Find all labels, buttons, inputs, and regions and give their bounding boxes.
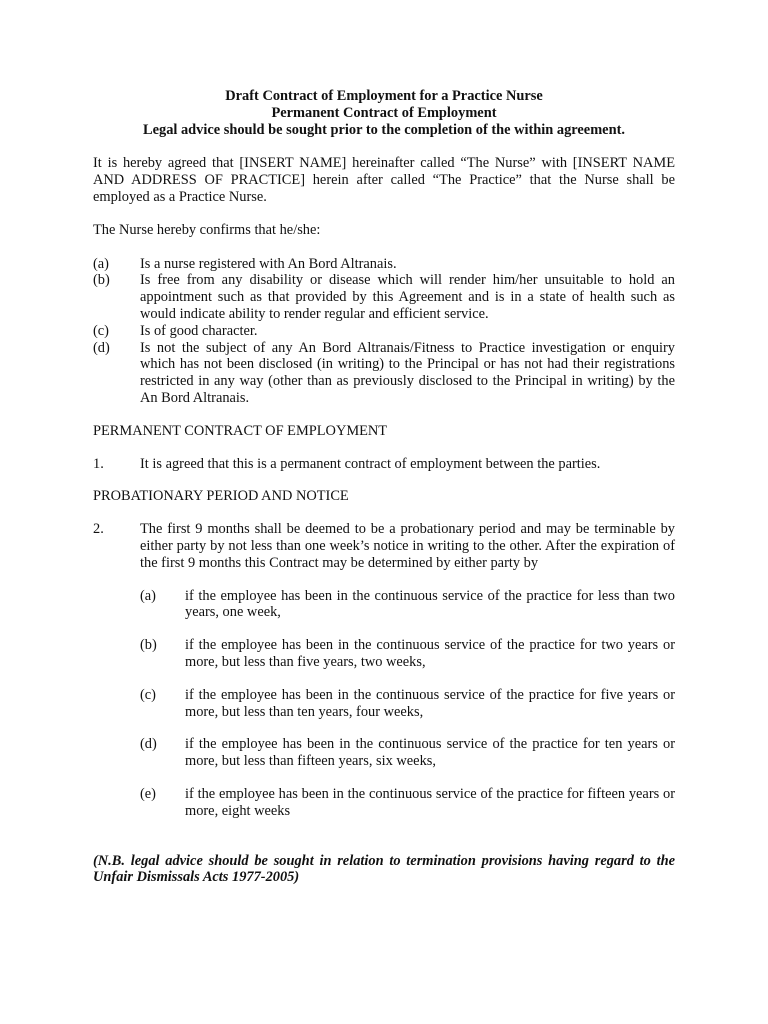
clause-number: 2. [93,521,104,538]
list-item-text: if the employee has been in the continuous service of the practice for less than two years, one week, [185,587,675,621]
list-item-text: if the employee has been in the continuous service of the practice for ten years or more, but less than fifteen years, six weeks, [185,736,675,770]
clause-number: 1. [93,455,104,472]
list-item-label: (a) [93,255,109,272]
list-item-label: (e) [140,785,156,802]
list-item [93,256,675,273]
clause-text: The first 9 months shall be deemed to be a probationary period and may be terminable by either party by not less than one week’s notice in writing to the other. After the expiration of the first 9 months this Contract may be determined by either party by [140,521,675,571]
document-subtitle: Permanent Contract of Employment [271,104,497,121]
list-item-text: Is not the subject of any An Bord Altranais/Fitness to Practice investigation or enquiry which has not been disclosed (in writing) to the Principal or has not had their registrations restricted in any way (other than as previously disclosed to the Principal in writing) by the An Bord Altranais. [140,339,675,406]
list-item-label: (c) [93,322,109,339]
list-item-text: if the employee has been in the continuous service of the practice for five years or more, but less than ten years, four weeks, [185,686,675,720]
list-item-label: (b) [93,272,110,289]
clause-text: It is agreed that this is a permanent contract of employment between the parties. [140,455,601,472]
intro-paragraph: It is hereby agreed that [INSERT NAME] hereinafter called “The Nurse” with [INSERT NAME AND ADDRESS OF PRACTICE] herein after called “The Practice” that the Nurse shall be employed as a Practice Nurse. [93,155,675,205]
clause-2 [93,521,675,571]
section-heading-probationary-period: PROBATIONARY PERIOD AND NOTICE [93,488,349,505]
list-item-label: (d) [93,339,110,356]
confirm-list [93,256,675,407]
list-item [93,588,675,622]
list-item-label: (d) [140,736,157,753]
list-item [93,687,675,721]
list-item-text: Is free from any disability or disease which will render him/her unsuitable to hold an appointment such as that provided by this Agreement and is in a state of health such as would indicate ability to render regular and efficient service. [140,272,675,322]
document-page [93,88,675,886]
list-item [93,323,675,340]
list-item [93,340,675,407]
list-item-label: (a) [140,587,156,604]
list-item [93,736,675,770]
list-item [93,272,675,322]
legal-advice-notice: Legal advice should be sought prior to the completion of the within agreement. [143,121,625,138]
section-heading-permanent-contract: PERMANENT CONTRACT OF EMPLOYMENT [93,422,388,439]
list-item-label: (b) [140,637,157,654]
list-item [93,637,675,671]
notice-period-list [93,588,675,820]
document-title: Draft Contract of Employment for a Practice Nurse [225,88,543,104]
list-item-text: Is of good character. [140,322,258,339]
list-item-label: (c) [140,686,156,703]
list-item-text: Is a nurse registered with An Bord Altranais. [140,255,397,272]
clause-1 [93,456,675,473]
confirm-lead: The Nurse hereby confirms that he/she: [93,221,321,238]
nb-legal-note: (N.B. legal advice should be sought in relation to termination provisions having regard to the Unfair Dismissals Acts 1977-2005) [93,852,675,886]
list-item-text: if the employee has been in the continuous service of the practice for two years or more, but less than five years, two weeks, [185,637,675,670]
list-item [93,786,675,820]
list-item-text: if the employee has been in the continuous service of the practice for fifteen years or more, eight weeks [185,785,675,819]
